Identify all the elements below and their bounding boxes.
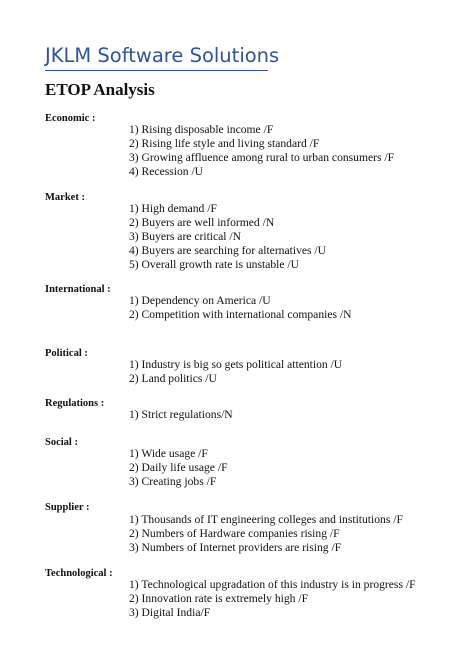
list-item: 3) Buyers are critical /N [129,230,242,243]
list-item: 1) Dependency on America /U [129,294,271,307]
list-item: 1) Wide usage /F [129,447,208,460]
section-heading: Regulations : [45,398,105,409]
section-heading: Supplier : [45,502,90,513]
document-subtitle: ETOP Analysis [45,80,155,99]
list-item: 1) Technological upgradation of this industry is in progress /F [129,578,416,591]
list-item: 4) Buyers are searching for alternatives /U [129,244,327,257]
list-item: 1) Industry is big so gets political attention /U [129,358,343,371]
section-heading: International : [45,284,111,295]
list-item: 5) Overall growth rate is unstable /U [129,258,299,271]
list-item: 3) Numbers of Internet providers are rising /F [129,541,342,554]
list-item: 2) Numbers of Hardware companies rising /F [129,527,340,540]
list-item: 2) Land politics /U [129,372,217,385]
list-item: 2) Daily life usage /F [129,461,228,474]
section-heading: Market : [45,192,85,203]
section-heading: Political : [45,348,88,359]
list-item: 2) Innovation rate is extremely high /F [129,592,309,605]
list-item: 3) Creating jobs /F [129,475,217,488]
list-item: 3) Digital India/F [129,606,211,619]
section-heading: Economic : [45,113,96,124]
list-item: 1) Rising disposable income /F [129,123,274,136]
list-item: 4) Recession /U [129,165,204,178]
section-heading: Technological : [45,568,113,579]
list-item: 2) Competition with international companies /N [129,308,352,321]
document-title: JKLM Software Solutions [45,44,280,67]
list-item: 1) Thousands of IT engineering colleges and institutions /F [129,513,403,526]
list-item: 3) Growing affluence among rural to urban consumers /F [129,151,395,164]
list-item: 1) High demand /F [129,202,217,215]
list-item: 2) Buyers are well informed /N [129,216,275,229]
section-heading: Social : [45,437,78,448]
list-item: 2) Rising life style and living standard /F [129,137,320,150]
list-item: 1) Strict regulations/N [129,408,233,421]
title-underline [45,70,268,71]
